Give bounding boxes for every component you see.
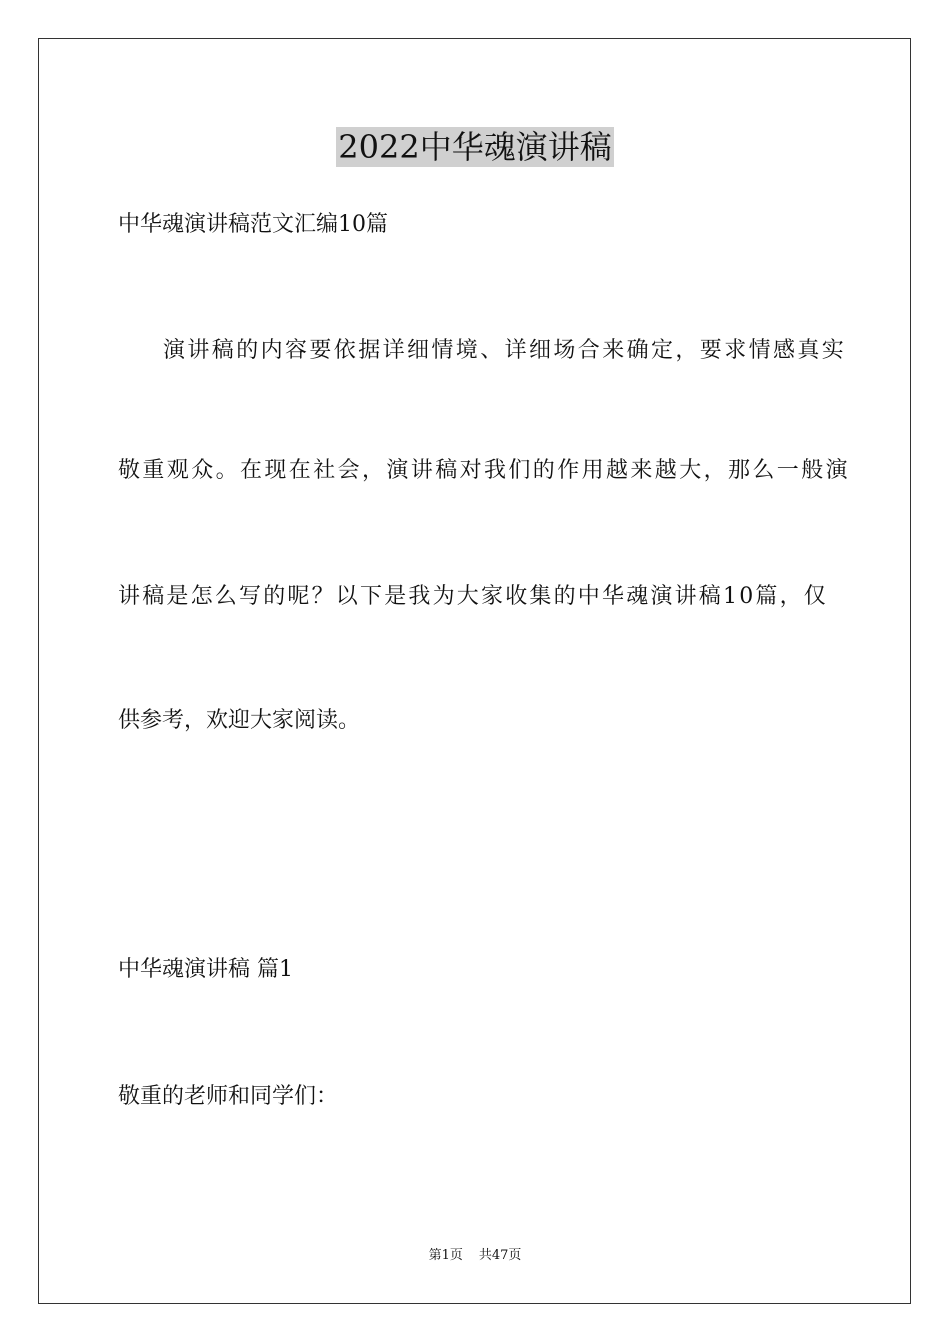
page-total: 共47页 — [478, 1248, 522, 1263]
title-container — [0, 127, 950, 167]
section-heading: 中华魂演讲稿 篇1 — [118, 957, 293, 982]
document-title: 2022中华魂演讲稿 — [338, 128, 612, 166]
intro-line-2: 敬重观众。在现在社会，演讲稿对我们的作用越来越大，那么一般演 — [118, 458, 851, 483]
intro-line-3: 讲稿是怎么写的呢？以下是我为大家收集的中华魂演讲稿10篇，仅 — [118, 584, 828, 609]
page-footer — [0, 1247, 950, 1265]
page-number: 第1页 — [428, 1248, 463, 1263]
intro-line-4: 供参考，欢迎大家阅读。 — [118, 708, 361, 733]
intro-line-1: 演讲稿的内容要依据详细情境、详细场合来确定，要求情感真实 — [163, 338, 847, 363]
document-subtitle: 中华魂演讲稿范文汇编10篇 — [118, 212, 388, 237]
greeting-line: 敬重的老师和同学们： — [118, 1084, 339, 1109]
